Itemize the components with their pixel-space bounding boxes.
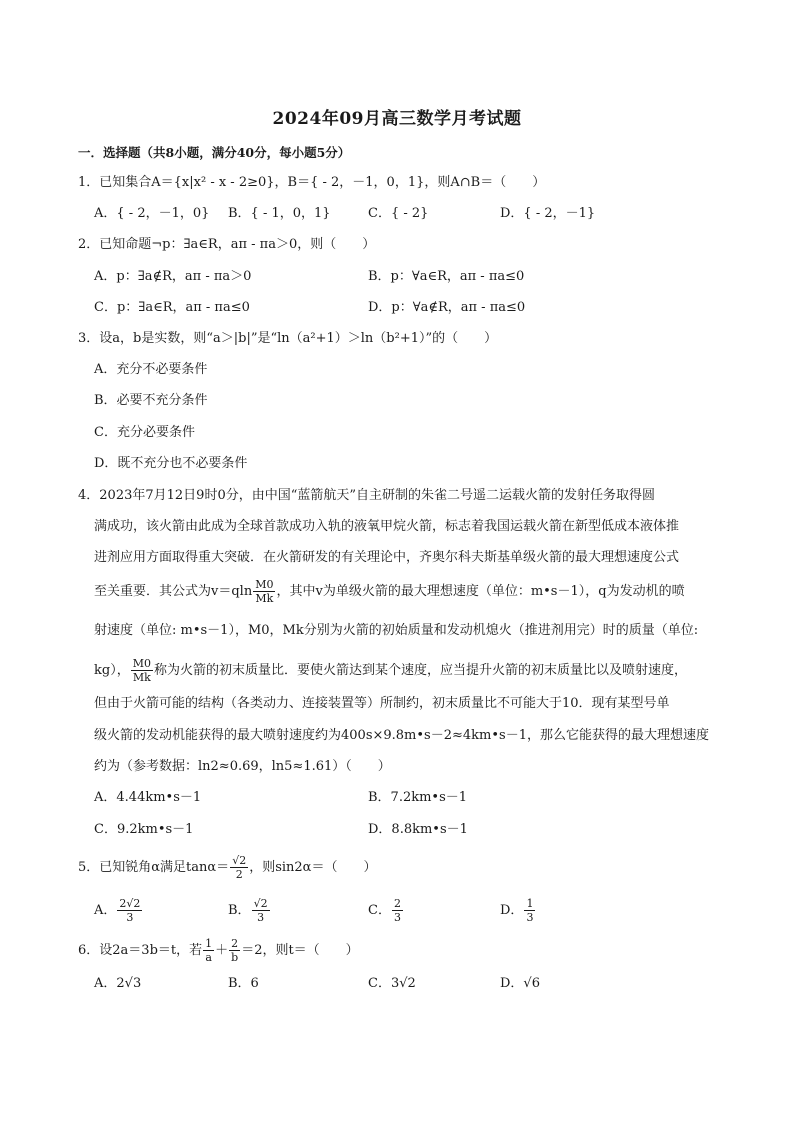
question-4-line-6-text: 称为火箭的初末质量比．要使火箭达到某个速度，应当提升火箭的初末质量比以及喷射速度，	[153, 663, 687, 678]
fraction-numerator: 1	[526, 897, 534, 910]
question-6-stem	[78, 937, 359, 964]
fraction-numerator: 2	[393, 897, 401, 910]
question-6-option-d: D．√6	[500, 976, 540, 991]
fraction-denominator: 3	[526, 911, 534, 924]
question-6-option-b: B．6	[228, 976, 259, 991]
question-4-line-2: 满成功，该火箭由此成为全球首款成功入轨的液氧甲烷火箭，标志着我国运载火箭在新型低成本液体推	[94, 519, 680, 534]
question-1-option-c: C．{ - 2}	[368, 206, 429, 221]
option-fraction	[524, 897, 535, 924]
fraction-numerator: √2	[232, 854, 247, 867]
question-2-stem: 2．已知命题¬p：∃a∈R，aπ - πa＞0，则（ ）	[78, 237, 376, 252]
question-2-option-a: A．p：∃a∉R，aπ - πa＞0	[94, 269, 252, 284]
question-5-option-d	[500, 897, 536, 924]
mass-ratio-fraction-2	[131, 657, 153, 684]
fraction-denominator: 3	[126, 911, 134, 924]
option-label: A．	[94, 903, 117, 918]
fraction-denominator: 3	[257, 911, 265, 924]
fraction-numerator: 2	[229, 937, 240, 951]
option-fraction	[252, 897, 270, 924]
tan-fraction	[230, 854, 248, 881]
question-1-stem: 1．已知集合A＝{x|x² - x - 2≥0}，B＝{ - 2，－1，0，1}，则A∩B＝（ ）	[78, 175, 546, 190]
question-4-option-b: B．7.2km•s－1	[368, 790, 468, 805]
fraction-two-over-b	[229, 937, 240, 964]
question-4-line-1: 4．2023年7月12日9时0分，由中国“蓝箭航天”自主研制的朱雀二号遥二运载火箭的发射任务取得圆	[78, 488, 656, 503]
question-5-option-a	[94, 897, 143, 924]
page-title: 2024年09月高三数学月考试题	[272, 109, 522, 129]
question-5-stem	[78, 854, 376, 881]
question-6-stem-suffix: ＝2，则t＝（ ）	[241, 943, 359, 958]
question-4-line-4	[94, 578, 734, 605]
fraction-numerator: M0	[255, 578, 274, 591]
fraction-numerator: 1	[205, 937, 213, 950]
question-2-option-d: D．p：∀a∉R，aπ - πa≤0	[368, 300, 526, 315]
question-2-option-b: B．p：∀a∈R，aπ - πa≤0	[368, 269, 525, 284]
question-4-unit: kg），	[94, 663, 130, 678]
question-3-option-b: B．必要不充分条件	[94, 393, 208, 408]
fraction-denominator: 3	[393, 911, 401, 924]
question-4-line-3: 进剂应用方面取得重大突破．在火箭研发的有关理论中，齐奥尔科夫斯基单级火箭的最大理想速度公式	[94, 550, 680, 565]
option-label: B．	[228, 903, 251, 918]
question-4-option-a: A．4.44km•s－1	[94, 790, 202, 805]
question-5-option-c	[368, 897, 404, 924]
question-6-option-a: A．2√3	[94, 976, 142, 991]
question-5-stem-suffix: ，则sin2α＝（ ）	[249, 860, 377, 875]
option-label: C．	[368, 903, 391, 918]
question-3-stem: 3．设a，b是实数，则“a＞|b|”是“ln（a²+1）＞ln（b²+1）”的（ ）	[78, 331, 498, 346]
question-5-option-b	[228, 897, 271, 924]
question-3-option-c: C．充分必要条件	[94, 425, 195, 440]
question-2-option-c: C．p：∃a∈R，aπ - πa≤0	[94, 300, 250, 315]
question-4-formula-prefix: 至关重要．其公式为v＝qln	[94, 584, 253, 599]
question-4-formula-suffix: ，其中v为单级火箭的最大理想速度（单位：m•s－1），q为发动机的喷	[276, 584, 685, 599]
fraction-denominator: Mk	[255, 592, 274, 605]
fraction-numerator: 2√2	[119, 897, 141, 910]
question-4-line-7: 但由于火箭可能的结构（各类动力、连接装置等）所制约，初末质量比不可能大于10．现有某型号单	[94, 696, 670, 711]
fraction-one-over-a	[203, 937, 214, 964]
fraction-denominator: a	[205, 951, 212, 964]
plus-sign: ＋	[215, 943, 229, 958]
section-heading: 一．选择题（共8小题，满分40分，每小题5分）	[78, 145, 351, 160]
question-1-option-a: A．{ - 2，－1，0}	[94, 206, 210, 221]
fraction-numerator: √2	[253, 897, 268, 910]
question-4-line-9: 约为（参考数据：ln2≈0.69，ln5≈1.61）（ ）	[94, 759, 391, 774]
fraction-denominator: Mk	[132, 671, 151, 684]
question-5-stem-prefix: 5．已知锐角α满足tanα＝	[78, 860, 230, 875]
question-6-option-c: C．3√2	[368, 976, 416, 991]
question-4-option-d: D．8.8km•s－1	[368, 822, 468, 837]
fraction-denominator: 2	[235, 868, 243, 881]
option-fraction	[392, 897, 403, 924]
mass-ratio-fraction	[253, 578, 275, 605]
question-3-option-d: D．既不充分也不必要条件	[94, 456, 248, 471]
question-4-line-8: 级火箭的发动机能获得的最大喷射速度约为400s×9.8m•s－2≈4km•s－1，那么它能获得的最大理想速度	[94, 728, 709, 743]
fraction-numerator: M0	[132, 657, 151, 670]
question-4-option-c: C．9.2km•s－1	[94, 822, 194, 837]
question-4-line-5: 射速度（单位: m•s－1），M0，Mk分别为火箭的初始质量和发动机熄火（推进剂用完）时的质量（单位:	[94, 623, 699, 638]
option-fraction	[117, 897, 142, 924]
question-3-option-a: A．充分不必要条件	[94, 362, 208, 377]
option-label: D．	[500, 903, 524, 918]
question-1-option-d: D．{ - 2，－1}	[500, 206, 596, 221]
question-1-option-b: B．{ - 1，0，1}	[228, 206, 331, 221]
question-4-line-6	[94, 657, 734, 684]
question-6-stem-prefix: 6．设2a＝3b＝t，若	[78, 943, 203, 958]
fraction-denominator: b	[231, 951, 239, 964]
